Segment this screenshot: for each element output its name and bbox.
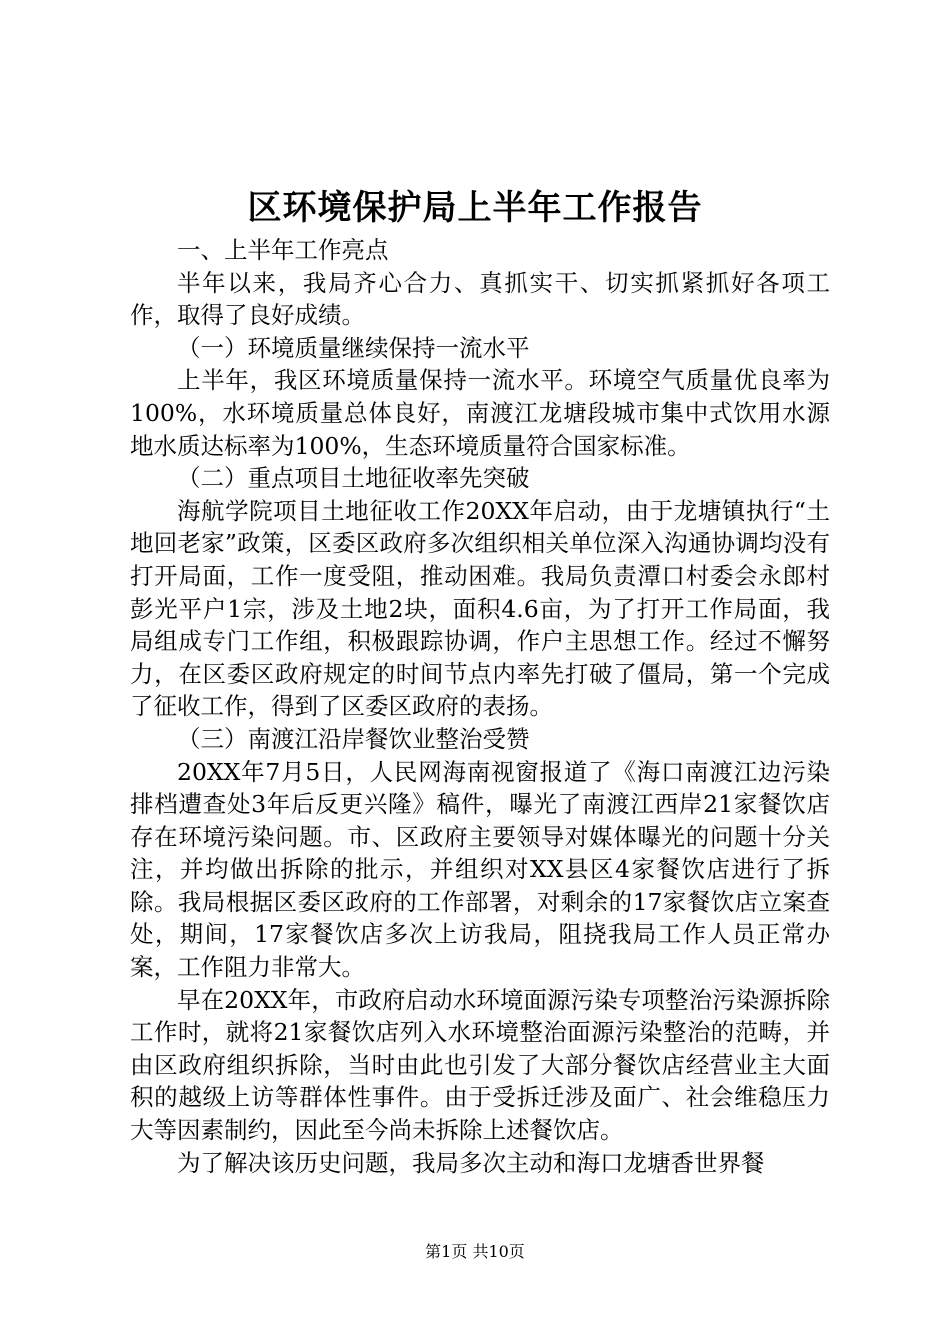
paragraph-land-acquisition: 海航学院项目土地征收工作20XX年启动，由于龙塘镇执行“土地回老家”政策，区委区政府多次组织相关单位深入沟通协调均没有打开局面，工作一度受阻，推动困难。我局负责潭口村委会永郎村彭光平户1宗，涉及土地2块，面积4.6亩，为了打开工作局面，我局组成专门工作组，积极跟踪协调，作户主思想工作。经过不懈努力，在区委区政府规定的时间节点内率先打破了僵局，第一个完成了征收工作，得到了区委区政府的表扬。 [130, 496, 830, 721]
subsection-heading-2: （二）重点项目土地征收率先突破 [177, 464, 530, 493]
paragraph-catering-rectification: 20XX年7月5日，人民网海南视窗报道了《海口南渡江边污染排档遭查处3年后反更兴隆》稿件，曝光了南渡江西岸21家餐饮店存在环境污染问题。市、区政府主要领导对媒体曝光的问题十分关注，并均做出拆除的批示，并组织对XX县区4家餐饮店进行了拆除。我局根据区委区政府的工作部署，对剩余的17家餐饮店立案查处，期间，17家餐饮店多次上访我局，阻挠我局工作人员正常办案，工作阻力非常大。 [130, 757, 830, 982]
paragraph-solution: 为了解决该历史问题，我局多次主动和海口龙塘香世界餐 [177, 1148, 765, 1177]
subsection-heading-3: （三）南渡江沿岸餐饮业整治受赞 [177, 724, 530, 753]
document-body [130, 234, 830, 1179]
subsection-heading-1: （一）环境质量继续保持一流水平 [177, 333, 530, 362]
section-heading-1: 一、上半年工作亮点 [177, 236, 389, 264]
page-footer: 第1页 共10页 [425, 1242, 525, 1261]
page-title: 区环境保护局上半年工作报告 [247, 188, 703, 228]
paragraph-intro: 半年以来，我局齐心合力、真抓实干、切实抓紧抓好各项工作，取得了良好成绩。 [130, 268, 830, 330]
paragraph-environment-quality: 上半年，我区环境质量保持一流水平。环境空气质量优良率为100%，水环境质量总体良好，南渡江龙塘段城市集中式饮用水源地水质达标率为100%，生态环境质量符合国家标准。 [130, 366, 830, 460]
paragraph-history: 早在20XX年，市政府启动水环境面源污染专项整治污染源拆除工作时，就将21家餐饮店列入水环境整治面源污染整治的范畴，并由区政府组织拆除，当时由此也引发了大部分餐饮店经营业主大面积的越级上访等群体性事件。由于受拆迁涉及面广、社会维稳压力大等因素制约，因此至今尚未拆除上述餐饮店。 [130, 985, 830, 1145]
